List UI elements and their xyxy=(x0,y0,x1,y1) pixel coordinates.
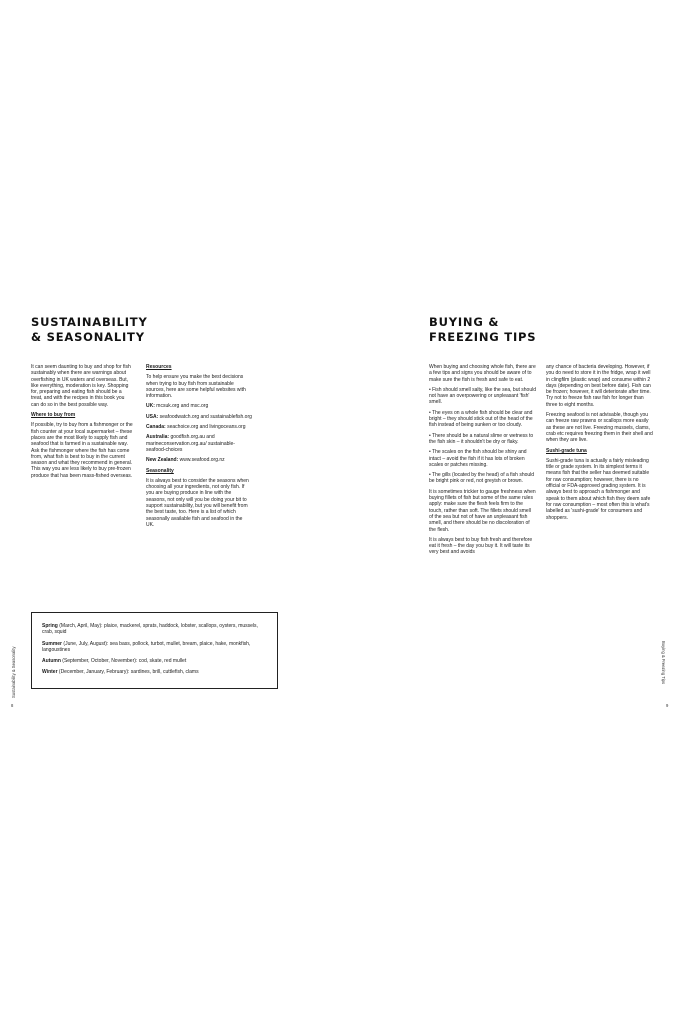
resource-links: www.seafood.org.nz xyxy=(178,457,225,464)
resource-links: seachoice.org and livingoceans.org xyxy=(165,424,246,431)
running-side-label-right: Buying & Freezing Tips xyxy=(661,641,666,685)
season-list: (June, July, August): sea bass, pollock, turbot, mullet, bream, plaice, hake, monkfish, langoustines xyxy=(42,640,251,653)
seasonality-paragraph: It is always best to consider the seasons when choosing all your ingredients, not only fish. If you are buying produce in line with the seasons, not only will you be doing your bit to support sustainability, but you will benefit from the best taste, too. Here is a list of which seasonally available fish and seafood in the UK. xyxy=(146,477,249,528)
resource-canada xyxy=(146,424,252,430)
page-title-sustainability xyxy=(31,315,148,345)
page-number-right: 9 xyxy=(666,703,669,708)
page-title-buying-freezing xyxy=(429,315,536,345)
title-line: BUYING & xyxy=(429,315,500,329)
fillets-paragraph: It is sometimes trickier to gauge freshness when buying fillets of fish but some of the same rules apply: make sure the flesh feels firm to the touch, rather than soft. The fillets should smell of the sea but not of have an unpleasant fish smell, and there should be no discoloration of the flesh. xyxy=(429,488,536,533)
resource-label: UK: xyxy=(146,403,155,410)
running-side-label-left: Sustainability & Seasonality xyxy=(11,646,16,698)
resource-label: Canada: xyxy=(146,424,166,431)
resources-intro: To help ensure you make the best decisions when trying to buy fish from sustainable sources, here are some helpful websites with information. xyxy=(146,374,246,400)
title-line: SUSTAINABILITY xyxy=(31,315,148,329)
seasonality-heading: Seasonality xyxy=(146,467,174,474)
resource-links: mcsuk.org and msc.org xyxy=(154,403,209,410)
season-winter xyxy=(42,669,267,675)
season-spring xyxy=(42,623,267,636)
fresh-paragraph: It is always best to buy fish fresh and therefore eat it fresh – the day you buy it. It will taste its very best and avoids xyxy=(429,536,533,556)
right-column-2 xyxy=(546,364,654,525)
right-column-1 xyxy=(429,364,536,560)
season-list: (December, January, February): sardines, brill, cuttlefish, clams xyxy=(57,669,199,676)
tip-bullet: • There should be a natural slime or wetness to the fish skin – it shouldn't be dry or flaky. xyxy=(429,432,534,445)
resource-australia xyxy=(146,434,252,453)
season-summer xyxy=(42,641,267,654)
season-list: (September, October, November): cod, skate, red mullet xyxy=(60,658,187,665)
intro-paragraph: It can seem daunting to buy and shop for fish sustainably when there are warnings about overfishing in UK waters and overseas. But, like everything, moderation is key. Shopping for, preparing and eating fish should be a treat, and with the recipes in this book you can do so in the best possible way. xyxy=(31,364,131,408)
resource-links: seafoodwatch.org and sustainablefish.org xyxy=(158,413,252,420)
tip-bullet: • The scales on the fish should be shiny and intact – avoid the fish if it has lots of broken scales or patches missing. xyxy=(429,449,527,468)
resource-uk xyxy=(146,403,252,409)
buying-intro: When buying and choosing whole fish, there are a few tips and signs you should be aware of to make sure the fish is fresh and safe to eat. xyxy=(429,364,536,383)
resource-new-zealand xyxy=(146,457,252,463)
storage-paragraph: any chance of bacteria developing. However, if you do need to store it in the fridge, wrap it well in clingfilm (plastic wrap) and consume within 2 days (depending on best before date). Fish can be frozen; however, it will deteriorate after time. Try not to freeze fish raw fish for longer than three to eight months. xyxy=(546,364,651,408)
where-to-buy-heading: Where to buy from xyxy=(31,412,76,419)
title-line: FREEZING TIPS xyxy=(429,330,537,344)
resource-links: goodfish.org.au and marineconservation.org.au/ sustainable-seafood-choices xyxy=(146,434,235,453)
freezing-paragraph: Freezing seafood is not advisable, though you can freeze raw prawns or scallops more easily as these are not live. Freezing mussels, clams, crab etc requires freezing them in their shell and when they are live. xyxy=(546,412,653,444)
seasons-box xyxy=(31,612,278,689)
tip-bullet: • The eyes on a whole fish should be clear and bright – they should stick out of the head of the fish instead of being sunken or too cloudy. xyxy=(429,409,533,429)
resource-label: Australia: xyxy=(146,434,170,441)
sushi-grade-heading: Sushi-grade tuna xyxy=(546,447,587,454)
left-column-1 xyxy=(31,364,133,483)
season-list: (March, April, May): plaice, mackerel, sprats, haddock, lobster, scallops, oysters, mussels, crab, squid xyxy=(42,623,258,636)
title-line: & SEASONALITY xyxy=(31,330,145,344)
season-label: Winter xyxy=(42,669,58,676)
tip-bullet: • The gills (located by the head) of a fish should be bright pink or red, not greyish or brown. xyxy=(429,472,535,485)
season-label: Spring xyxy=(42,623,58,629)
resource-label: USA: xyxy=(146,413,159,420)
left-column-2 xyxy=(146,364,252,532)
where-to-buy-paragraph: If possible, try to buy from a fishmonger or the fish counter at your local supermarket – these places are the most likely to supply fish and seafood that is farmed in a sustainable way. Ask the fishmonger where the fish has come from, what fish is best to buy in the current season and what they recommend in general. This way you are less likely to buy pre-frozen produce that has been mass-fished overseas. xyxy=(31,422,133,479)
season-label: Autumn xyxy=(42,658,61,665)
sushi-grade-paragraph: Sushi-grade tuna is actually a fairly misleading title or grade system. In its simplest terms it means fish that the seller has deemed suitable for raw consumption; however, there is no official or FDA-approved grading system. It is always best to approach a fishmonger and speak to them about which fish they deem safe for raw consumption – most often this is what's labelled as 'sushi-grade' for consumers and shoppers. xyxy=(546,457,651,521)
resources-heading: Resources xyxy=(146,364,172,370)
season-label: Summer xyxy=(42,640,63,647)
season-autumn xyxy=(42,658,267,664)
tip-bullet: • Fish should smell salty, like the sea, but should not have an overpowering or unpleasant 'fish' smell. xyxy=(429,386,536,406)
resource-usa xyxy=(146,414,252,420)
page-number-left: 8 xyxy=(11,703,14,708)
resource-label: New Zealand: xyxy=(146,457,179,464)
